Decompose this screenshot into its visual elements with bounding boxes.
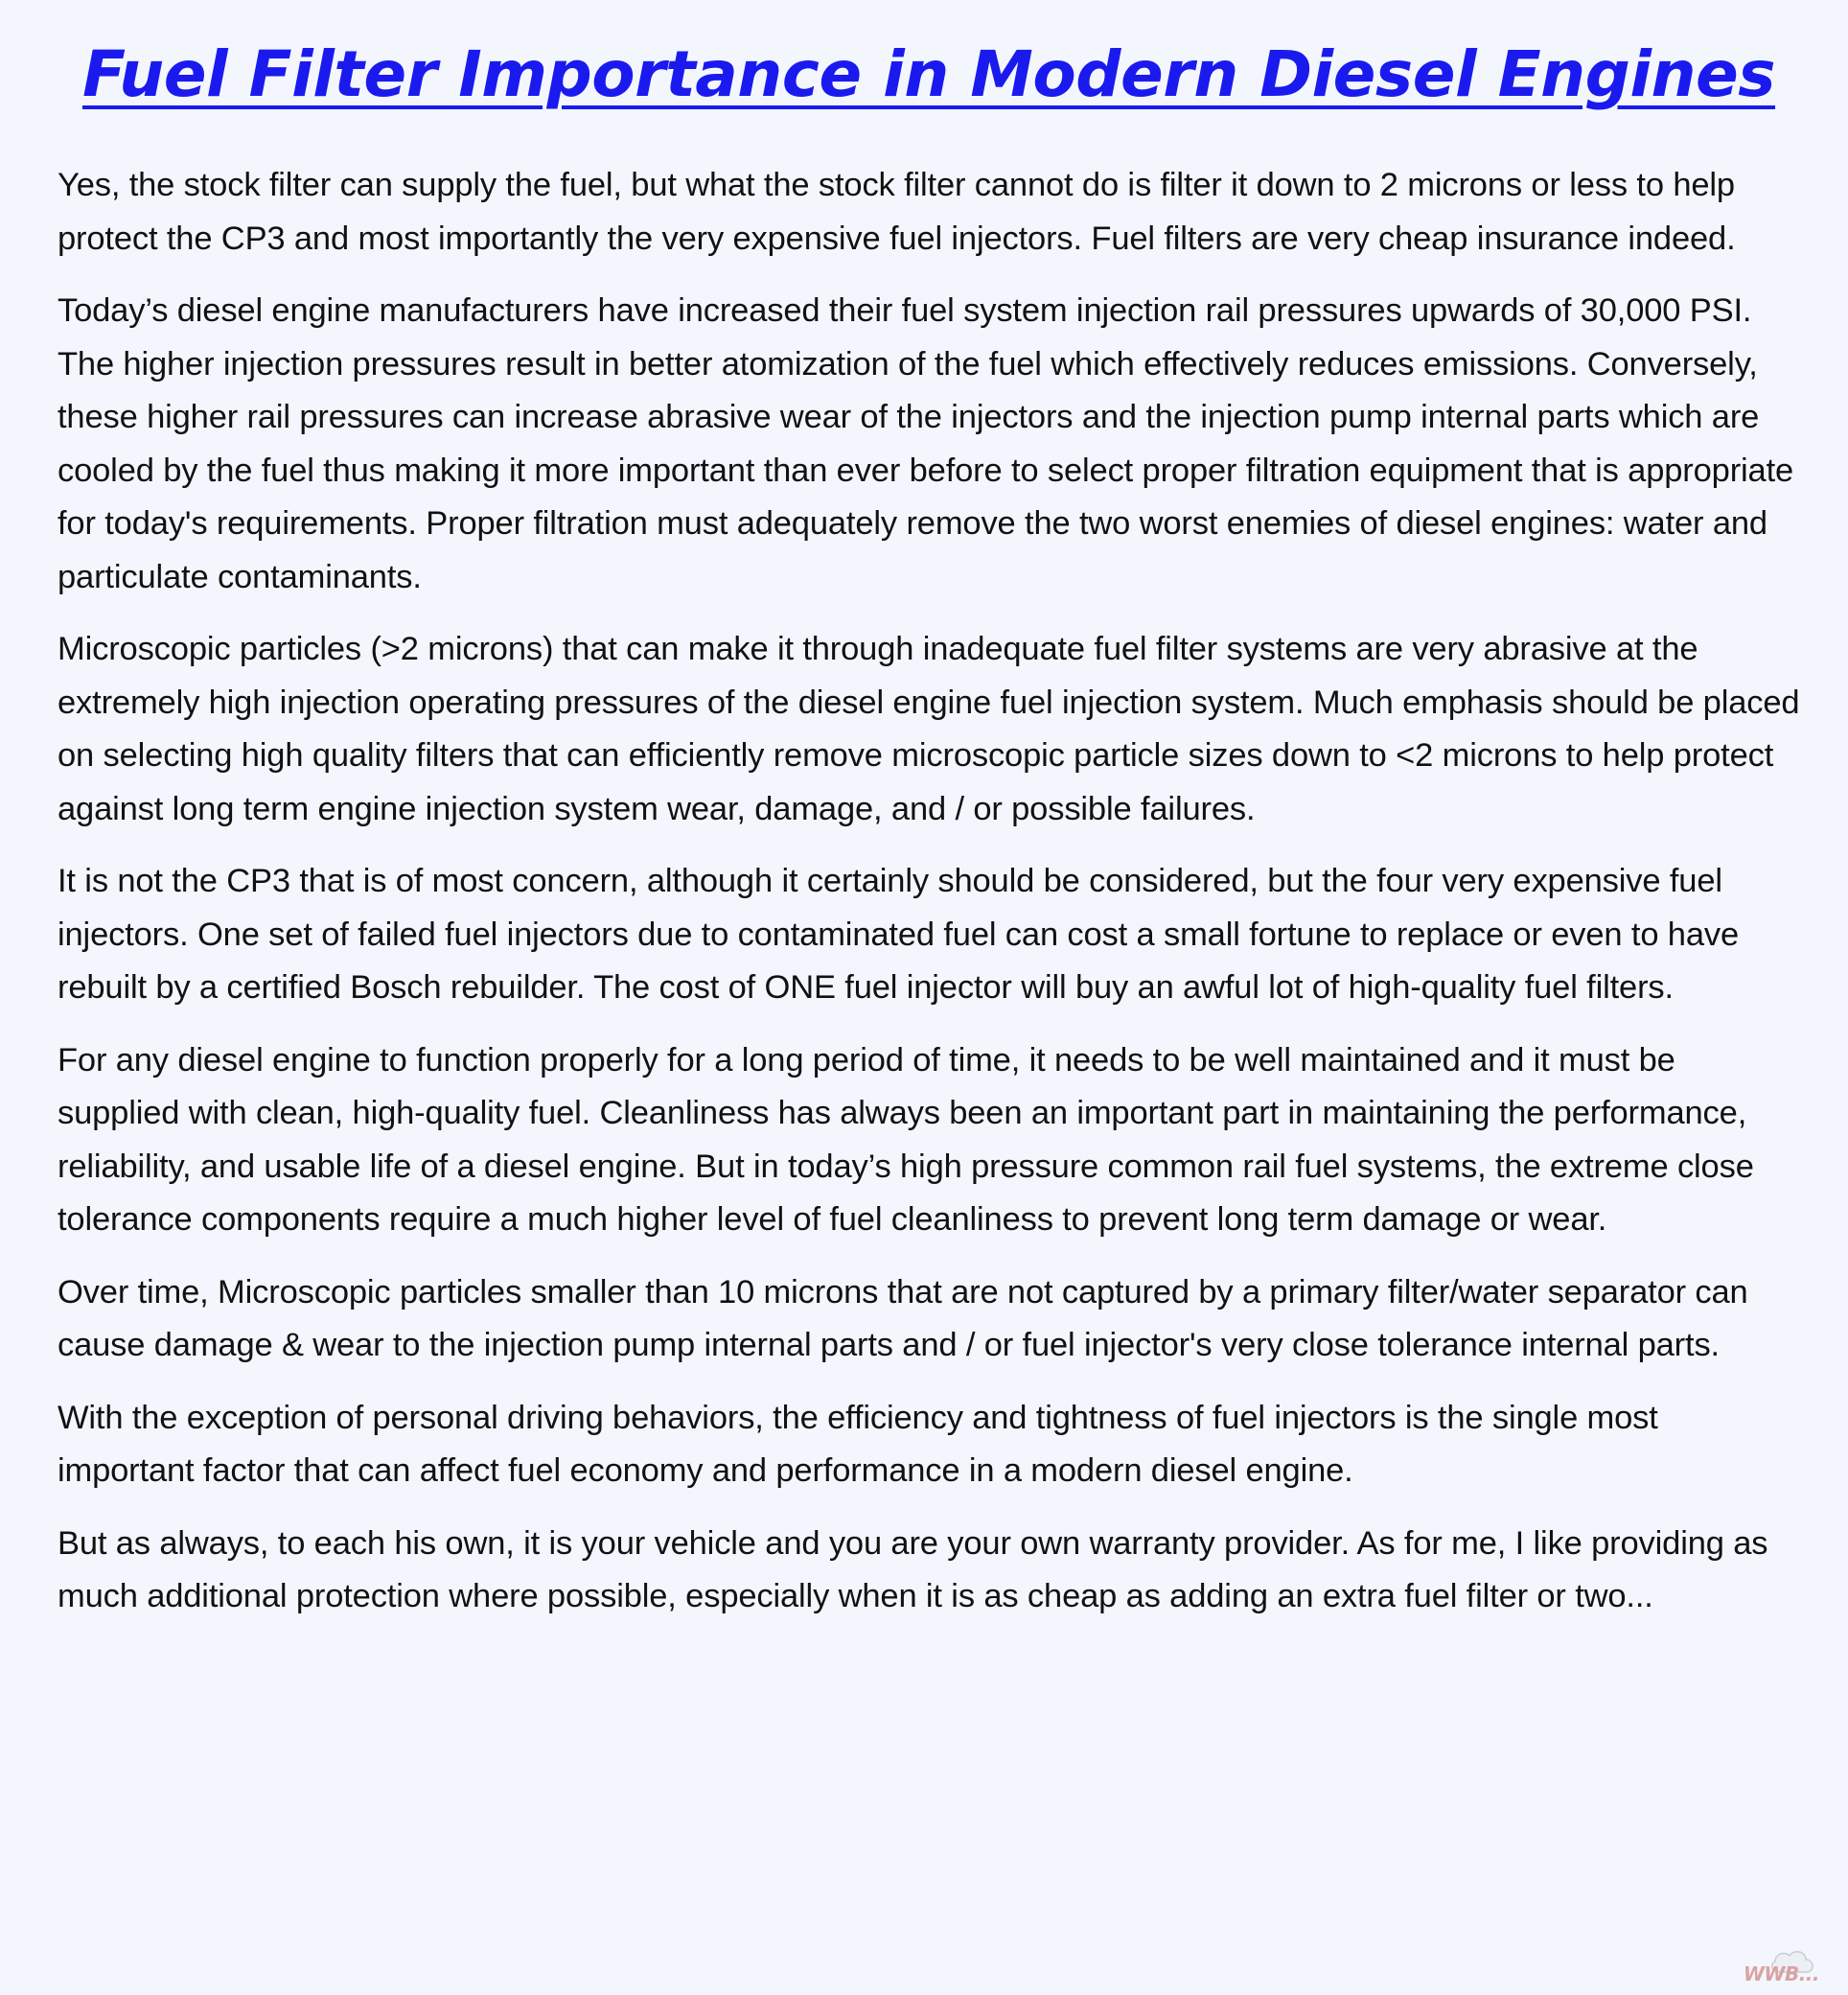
watermark-text: WWB... (1743, 1962, 1819, 1985)
paragraph-rail-pressures: Today’s diesel engine manufacturers have increased their fuel system injection rail pressures upwards of 30,000 PSI. The higher injection pressures result in better atomization of the fuel which effectively reduces emissions. Conversely, these higher rail pressures can increase abrasive wear of the injectors and the injection pump internal parts which are cooled by the fuel thus making it more important than ever before to select proper filtration equipment that is appropriate for today's requirements. Proper filtration must adequately remove the two worst enemies of diesel engines: water and particulate contaminants. (58, 292, 1794, 595)
paragraph-driving-behaviors: With the exception of personal driving behaviors, the efficiency and tightness of fuel injectors is the single most important factor that can affect fuel economy and performance in a modern diesel engine. (58, 1399, 1658, 1489)
paragraph-stock-filter: Yes, the stock filter can supply the fuel, but what the stock filter cannot do is filter it down to 2 microns or less to help protect the CP3 and most importantly the very expensive fuel injectors. Fuel filters are very cheap insurance indeed. (58, 167, 1736, 257)
paragraph-maintenance: For any diesel engine to function properly for a long period of time, it needs to be well maintained and it must be supplied with clean, high-quality fuel. Cleanliness has always been an important part in maintaining the performance, reliability, and usable life of a diesel engine. But in today’s high pressure common rail fuel systems, the extreme close tolerance components require a much higher level of fuel cleanliness to prevent long term damage or wear. (58, 1041, 1754, 1238)
paragraph-cp3-injectors: It is not the CP3 that is of most concern, although it certainly should be considered, but the four very expensive fuel injectors. One set of failed fuel injectors due to contaminated fuel can cost a small fortune to replace or even to have rebuilt by a certified Bosch rebuilder. The cost of ONE fuel injector will buy an awful lot of high-quality fuel filters. (58, 863, 1740, 1006)
paragraph-microscopic-particles: Microscopic particles (>2 microns) that can make it through inadequate fuel filter systems are very abrasive at the extremely high injection operating pressures of the diesel engine fuel injection system. Much emphasis should be placed on selecting high quality filters that can efficiently remove microscopic particle sizes down to <2 microns to help protect against long term engine injection system wear, damage, and / or possible failures. (58, 631, 1800, 827)
watermark (1729, 1939, 1835, 1989)
paragraph-over-time: Over time, Microscopic particles smaller than 10 microns that are not captured by a primary filter/water separator can cause damage & wear to the injection pump internal parts and / or fuel injector's very close tolerance internal parts. (58, 1273, 1748, 1363)
document-title: Fuel Filter Importance in Modern Diesel Engines (81, 37, 1776, 111)
paragraph-conclusion: But as always, to each his own, it is your vehicle and you are your own warranty provider. As for me, I like providing as much additional protection where possible, especially when it is as cheap as adding an extra fuel filter or two... (58, 1524, 1768, 1614)
